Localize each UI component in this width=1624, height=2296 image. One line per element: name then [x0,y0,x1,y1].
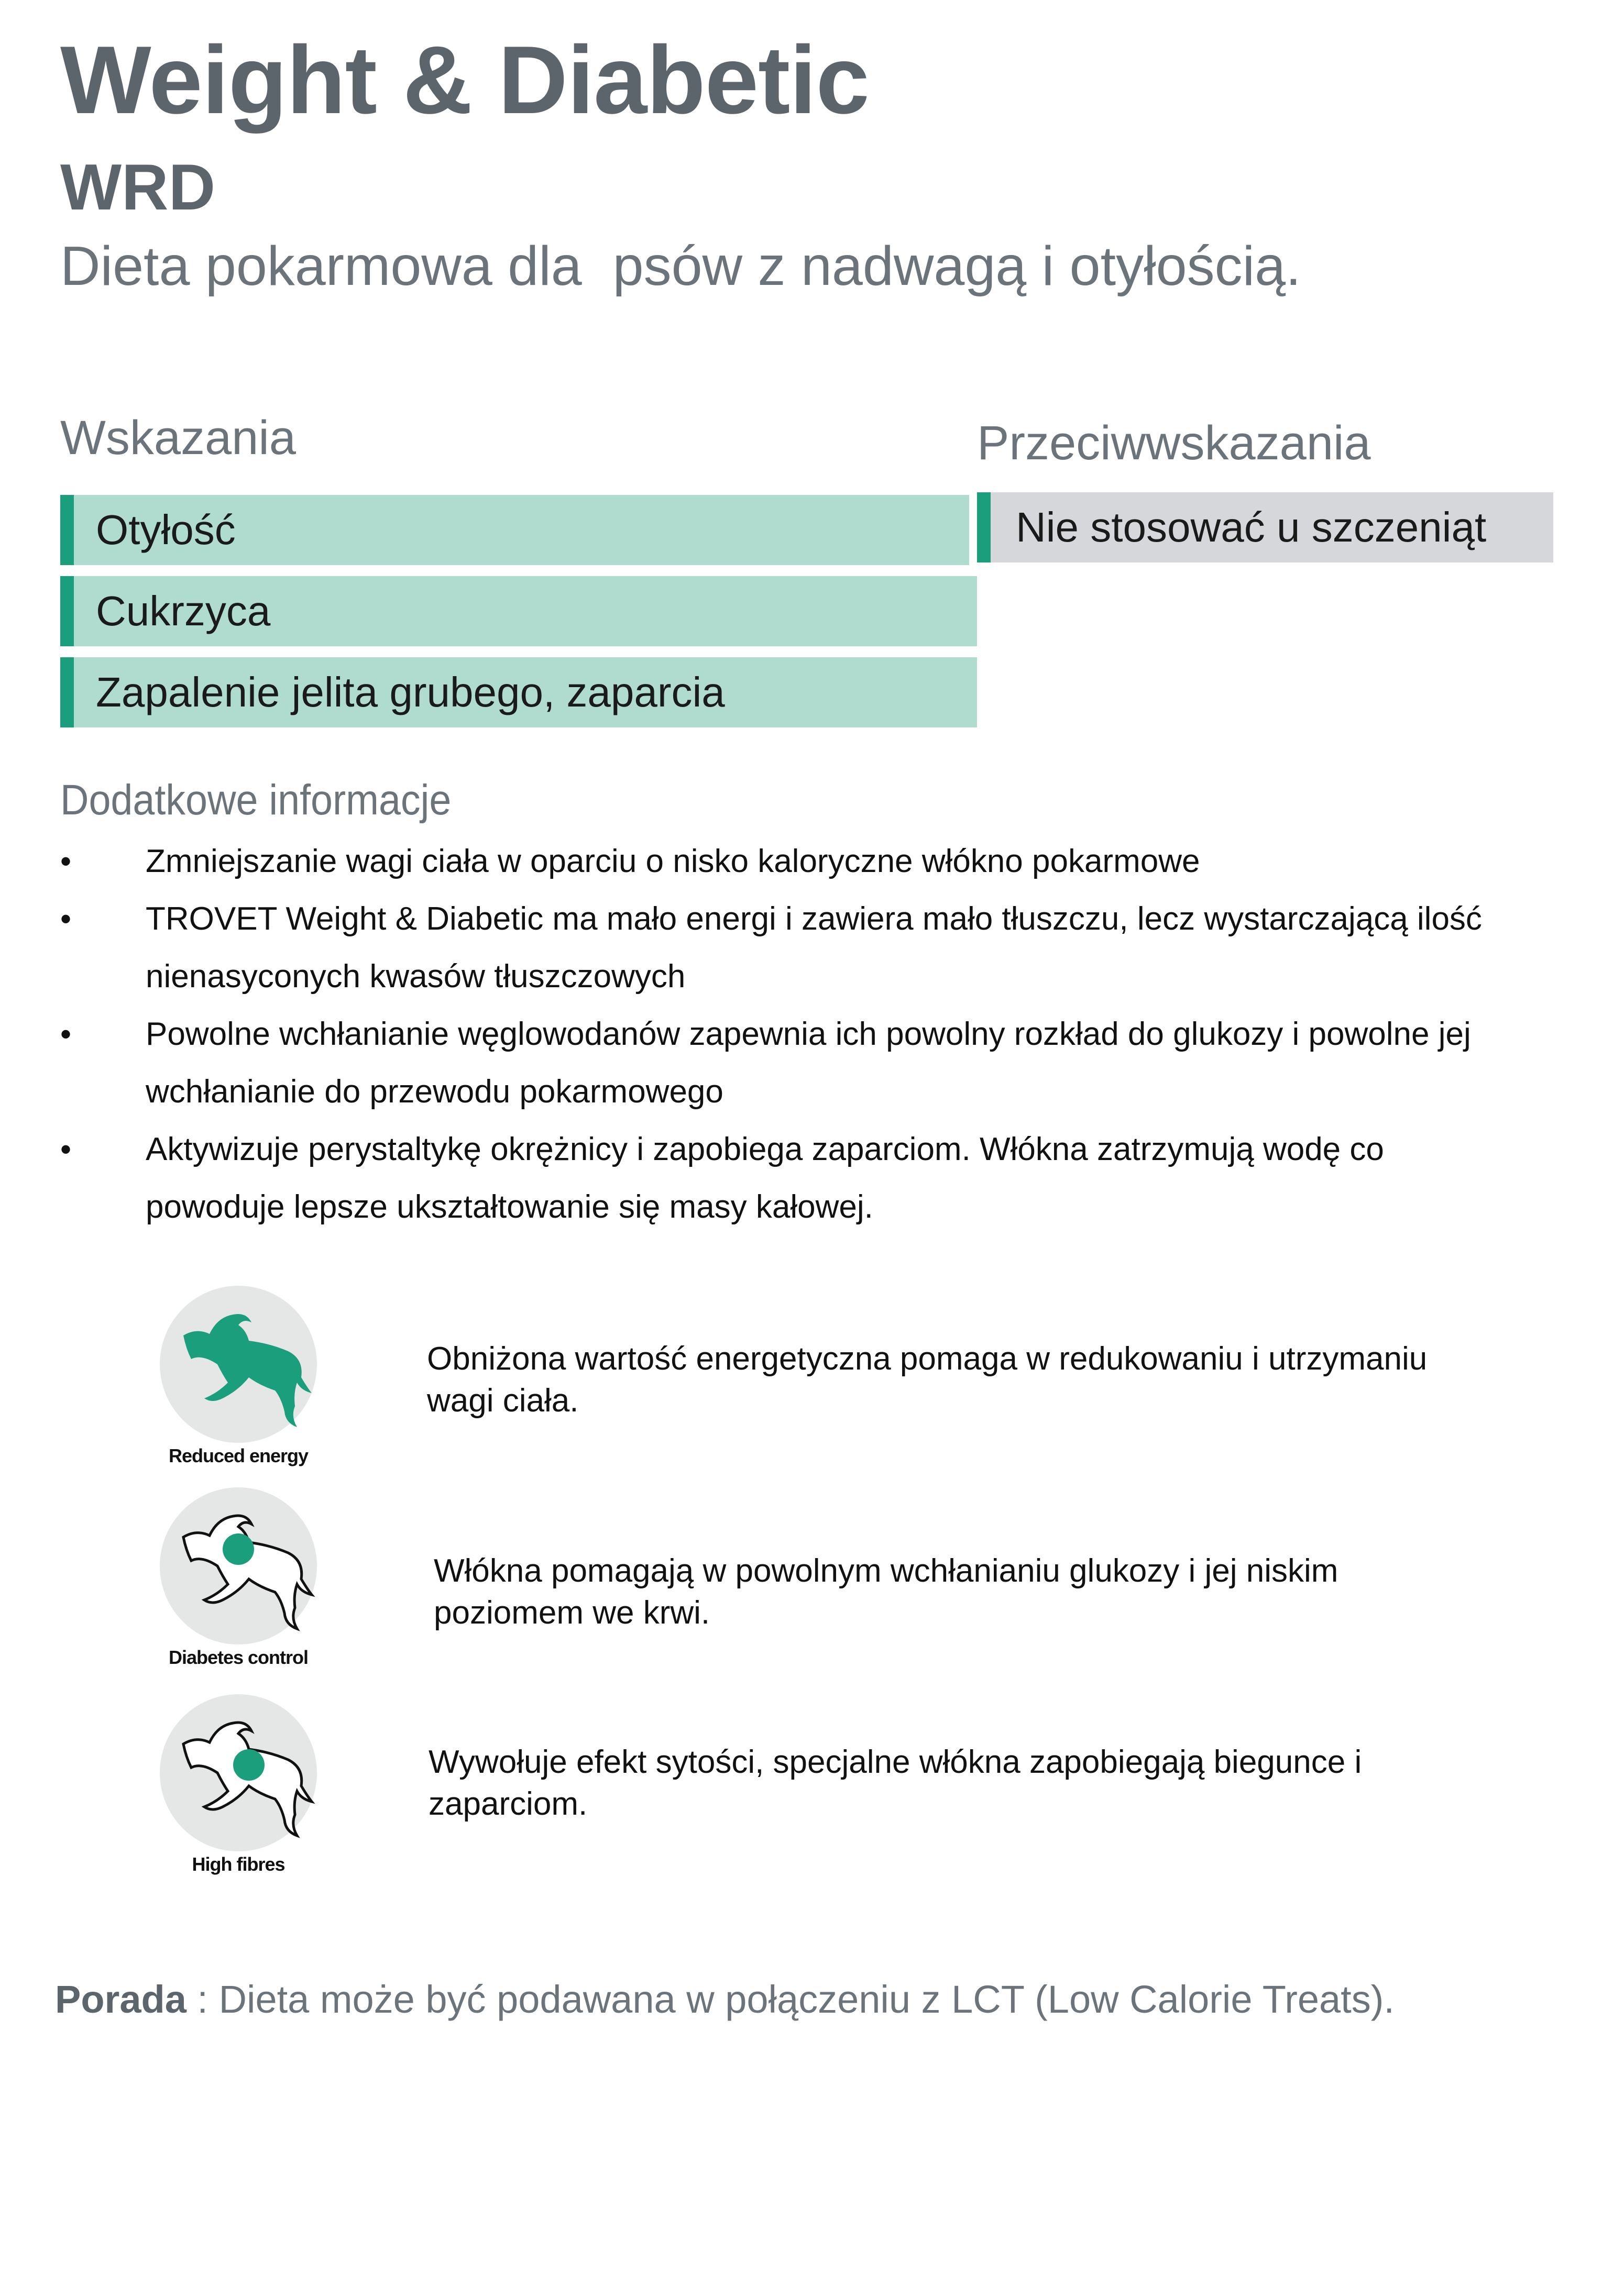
indication-label: Zapalenie jelita grubego, zaparcia [96,669,725,715]
indication-label: Otyłość [96,506,236,553]
reduced-energy-label: Reduced energy [168,1445,309,1466]
page-subtitle: Dieta pokarmowa dla psów z nadwagą i otyłością. [60,235,1301,297]
benefit-text: Włókna pomagają w powolnym wchłanianiu glukozy i jej niskim poziomem we krwi. [434,1553,1338,1631]
bullet-text: Zmniejszanie wagi ciała w oparciu o nisko kaloryczne włókno pokarmowe [146,843,1200,879]
tip-label: Porada [55,1978,186,2021]
list-item [60,833,1527,890]
contraindication-item [977,492,1553,562]
tip-separator: : [186,1978,219,2021]
benefit-icon-block [160,1286,322,1467]
contraindications-heading: Przeciwwskazania [977,416,1371,470]
reduced-energy-icon [160,1286,317,1443]
indication-accent [60,576,74,646]
contraindication-label: Nie stosować u szczeniąt [1016,504,1487,550]
high-fibres-label: High fibres [192,1853,285,1875]
indication-item [60,576,977,646]
bullet-text: Powolne wchłanianie węglowodanów zapewnia ich powolny rozkład do glukozy i powolne jej wchłanianie do przewodu pokarmowego [146,1016,1471,1110]
benefit-text: Obniżona wartość energetyczna pomaga w redukowaniu i utrzymaniu wagi ciała. [427,1341,1428,1419]
page-title: Weight & Diabetic [60,26,869,134]
indication-accent [60,495,74,565]
benefit-icon-block [160,1487,322,1669]
list-item [60,890,1527,1006]
tip-line [55,1977,1395,2022]
benefit-text: Wywołuje efekt sytości, specjalne włókna zapobiegają biegunce i zaparciom. [429,1744,1362,1822]
additional-info-list [60,833,1527,1236]
indication-item [60,657,977,727]
benefit-icon-block [160,1694,322,1875]
indication-accent [60,657,74,727]
indication-item [60,495,969,565]
bullet-text: Aktywizuje perystaltykę okrężnicy i zapobiega zaparciom. Włókna zatrzymują wodę co powoduje lepsze ukształtowanie się masy kałowej. [146,1131,1384,1225]
indication-label: Cukrzyca [96,588,271,634]
bullet-text: TROVET Weight & Diabetic ma mało energi i zawiera mało tłuszczu, lecz wystarczającą ilość nienasyconych kwasów tłuszczowych [146,901,1482,995]
contraindication-accent [977,492,991,562]
diabetes-control-icon [160,1487,317,1644]
product-code: WRD [60,151,216,224]
indications-heading: Wskazania [60,411,296,465]
additional-info-heading: Dodatkowe informacje [60,776,452,824]
tip-text: Dieta może być podawana w połączeniu z LCT (Low Calorie Treats). [218,1978,1395,2021]
list-item [60,1121,1527,1236]
diabetes-control-label: Diabetes control [168,1647,309,1668]
high-fibres-icon [160,1694,317,1851]
list-item [60,1006,1527,1121]
